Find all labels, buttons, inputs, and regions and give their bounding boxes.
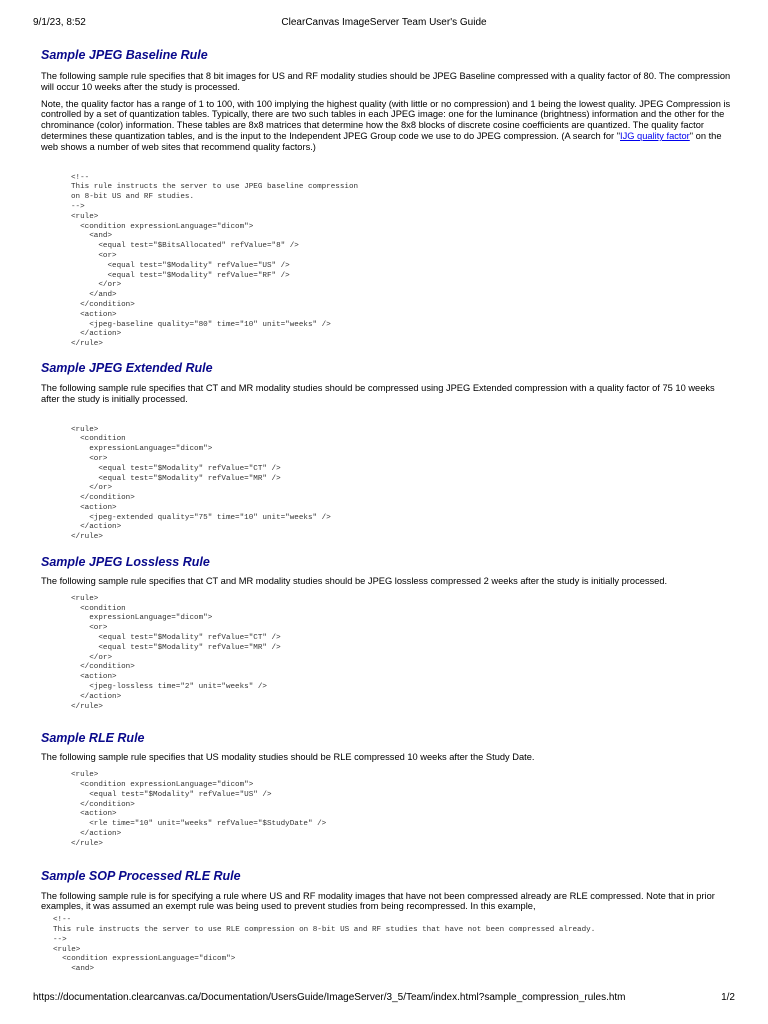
heading-rle: Sample RLE Rule: [41, 731, 145, 746]
document-title: ClearCanvas ImageServer Team User's Guide: [281, 17, 487, 28]
paragraph-lossless-intro: The following sample rule specifies that CT and MR modality studies should be JPEG lossless compressed 2 weeks after the study is initially processed.: [41, 576, 668, 587]
page-content: [41, 44, 731, 975]
print-footer: [0, 992, 768, 1006]
paragraph-quality-factor-note: [41, 99, 731, 153]
page-number: 1/2: [721, 992, 735, 1003]
heading-sop-processed-rle: Sample SOP Processed RLE Rule: [41, 868, 241, 883]
paragraph-rle-intro: The following sample rule specifies that US modality studies should be RLE compressed 10 weeks after the Study Date.: [41, 752, 535, 763]
note-text-before: Note, the quality factor has a range of 1 to 100, with 100 implying the highest quality (with little or no compression) and 1 being the lowest quality. JPEG Compression is controlled by a set of quantization tables. Typically, there are two such tables in each JPEG image: one for the luminance (brightness) information and the other for the chrominance (color) information. These tables are 8x8 matrices that determine how the 8x8 blocks of discrete cosine coefficients are quantized. The quality factor determines these quantization tables, and is the input to the Independent JPEG Group code we use to do JPEG compression. (A search for ": [41, 98, 731, 141]
paragraph-sop-intro: The following sample rule is for specifying a rule where US and RF modality images that have not been compressed already are RLE compressed. Note that in prior examples, it was assumed an exempt rule was being used to prevent studies from being recompressed. In this example,: [41, 890, 715, 912]
print-datetime: 9/1/23, 8:52: [33, 17, 86, 28]
note-text-after: " on the web shows a number of web sites that recommend quality factors.): [41, 130, 722, 152]
heading-jpeg-lossless: Sample JPEG Lossless Rule: [41, 555, 210, 570]
code-jpeg-lossless: <rule> <condition expressionLanguage="dicom"> <or> <equal test="$Modality" refValue="CT" /> <equal test="$Modality" refValue="MR" /> </or> </condition> <action> <jpeg-lossless time="2" unit="weeks" /> </action> </rule>: [71, 594, 281, 711]
print-header: [0, 17, 768, 31]
heading-jpeg-baseline: Sample JPEG Baseline Rule: [41, 48, 208, 62]
code-jpeg-baseline: <!-- This rule instructs the server to use JPEG baseline compression on 8-bit US and RF studies. --> <rule> <condition expressionLanguage="dicom"> <and> <equal test="$BitsAllocated" refValue="8" /> <or> <equal test="$Modality" refValue="US" /> <equal test="$Modality" refValue="RF" /> </or> </and> </condition> <action> <jpeg-baseline quality="80" time="10" unit="weeks" /> </action> </rule>: [71, 173, 359, 349]
code-jpeg-extended: <rule> <condition expressionLanguage="dicom"> <or> <equal test="$Modality" refValue="CT" /> <equal test="$Modality" refValue="MR" /> </or> </condition> <action> <jpeg-extended quality="75" time="10" unit="weeks" /> </action> </rule>: [71, 425, 331, 542]
page-url: https://documentation.clearcanvas.ca/Documentation/UsersGuide/ImageServer/3_5/Team/index.html?sample_compression_rules.htm: [33, 992, 626, 1003]
code-rle: <rule> <condition expressionLanguage="dicom"> <equal test="$Modality" refValue="US" /> </condition> <action> <rle time="10" unit="weeks" refValue="$StudyDate" /> </action> </rule>: [71, 771, 327, 848]
paragraph-extended-intro: The following sample rule specifies that CT and MR modality studies should be compressed using JPEG Extended compression with a quality factor of 75 10 weeks after the study is initially processed.: [41, 382, 715, 404]
heading-jpeg-extended: Sample JPEG Extended Rule: [41, 360, 213, 375]
code-sop-rle: <!-- This rule instructs the server to use RLE compression on 8-bit US and RF studies that have not been compressed already. --> <rule> <condition expressionLanguage="dicom"> <and>: [53, 916, 596, 974]
paragraph-baseline-intro: The following sample rule specifies that 8 bit images for US and RF modality studies should be JPEG Baseline compressed with a quality factor of 80. The compression will occur 10 weeks after the study is processed.: [41, 71, 731, 92]
ijg-quality-factor-link[interactable]: IJG quality factor: [620, 130, 690, 141]
